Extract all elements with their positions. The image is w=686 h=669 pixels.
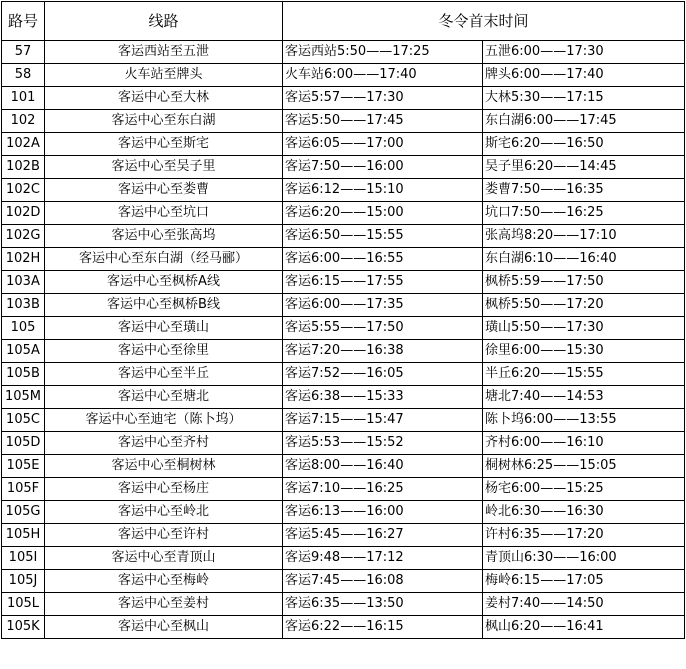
route-number-cell: 105 bbox=[2, 317, 45, 340]
route-number-cell: 57 bbox=[2, 41, 45, 64]
route-line-cell: 客运中心至枫山 bbox=[45, 616, 283, 639]
route-line-cell: 客运中心至张高坞 bbox=[45, 225, 283, 248]
return-time-cell: 东白湖6:10——16:40 bbox=[483, 248, 685, 271]
route-number-cell: 102D bbox=[2, 202, 45, 225]
route-line-cell: 客运中心至塘北 bbox=[45, 386, 283, 409]
return-time-cell: 梅岭6:15——17:05 bbox=[483, 570, 685, 593]
return-time-cell: 坑口7:50——16:25 bbox=[483, 202, 685, 225]
departure-time-cell: 客运6:05——17:00 bbox=[283, 133, 483, 156]
return-time-cell: 张高坞8:20——17:10 bbox=[483, 225, 685, 248]
route-number-cell: 103A bbox=[2, 271, 45, 294]
return-time-cell: 青顶山6:30——16:00 bbox=[483, 547, 685, 570]
return-time-cell: 枫桥5:50——17:20 bbox=[483, 294, 685, 317]
route-line-cell: 客运中心至娄曹 bbox=[45, 179, 283, 202]
return-time-cell: 半丘6:20——15:55 bbox=[483, 363, 685, 386]
return-time-cell: 岭北6:30——16:30 bbox=[483, 501, 685, 524]
route-number-cell: 105L bbox=[2, 593, 45, 616]
route-line-cell: 客运中心至半丘 bbox=[45, 363, 283, 386]
departure-time-cell: 客运6:12——15:10 bbox=[283, 179, 483, 202]
return-time-cell: 斯宅6:20——16:50 bbox=[483, 133, 685, 156]
route-number-cell: 102 bbox=[2, 110, 45, 133]
header-line: 线路 bbox=[45, 2, 283, 41]
route-number-cell: 105D bbox=[2, 432, 45, 455]
table-row bbox=[2, 87, 685, 110]
departure-time-cell: 客运西站5:50——17:25 bbox=[283, 41, 483, 64]
departure-time-cell: 客运6:00——16:55 bbox=[283, 248, 483, 271]
route-line-cell: 客运中心至岭北 bbox=[45, 501, 283, 524]
route-line-cell: 客运中心至大林 bbox=[45, 87, 283, 110]
route-number-cell: 105E bbox=[2, 455, 45, 478]
table-row bbox=[2, 64, 685, 87]
table-row bbox=[2, 41, 685, 64]
route-line-cell: 客运中心至坑口 bbox=[45, 202, 283, 225]
route-line-cell: 客运中心至东白湖（经马郦） bbox=[45, 248, 283, 271]
route-number-cell: 105G bbox=[2, 501, 45, 524]
return-time-cell: 东白湖6:00——17:45 bbox=[483, 110, 685, 133]
route-line-cell: 客运中心至吴子里 bbox=[45, 156, 283, 179]
route-line-cell: 客运中心至许村 bbox=[45, 524, 283, 547]
route-number-cell: 105I bbox=[2, 547, 45, 570]
return-time-cell: 陈卜坞6:00——13:55 bbox=[483, 409, 685, 432]
route-line-cell: 客运中心至璜山 bbox=[45, 317, 283, 340]
return-time-cell: 璜山5:50——17:30 bbox=[483, 317, 685, 340]
departure-time-cell: 客运7:52——16:05 bbox=[283, 363, 483, 386]
route-number-cell: 105M bbox=[2, 386, 45, 409]
route-number-cell: 105H bbox=[2, 524, 45, 547]
route-line-cell: 客运中心至迪宅（陈卜坞） bbox=[45, 409, 283, 432]
return-time-cell: 齐村6:00——16:10 bbox=[483, 432, 685, 455]
route-line-cell: 客运西站至五泄 bbox=[45, 41, 283, 64]
return-time-cell: 吴子里6:20——14:45 bbox=[483, 156, 685, 179]
table-row bbox=[2, 294, 685, 317]
table-row bbox=[2, 386, 685, 409]
table-row bbox=[2, 202, 685, 225]
return-time-cell: 枫桥5:59——17:50 bbox=[483, 271, 685, 294]
route-number-cell: 58 bbox=[2, 64, 45, 87]
departure-time-cell: 客运7:20——16:38 bbox=[283, 340, 483, 363]
return-time-cell: 枫山6:20——16:41 bbox=[483, 616, 685, 639]
table-row bbox=[2, 501, 685, 524]
route-line-cell: 客运中心至枫桥A线 bbox=[45, 271, 283, 294]
route-line-cell: 客运中心至青顶山 bbox=[45, 547, 283, 570]
departure-time-cell: 客运5:57——17:30 bbox=[283, 87, 483, 110]
return-time-cell: 徐里6:00——15:30 bbox=[483, 340, 685, 363]
route-number-cell: 103B bbox=[2, 294, 45, 317]
departure-time-cell: 客运6:38——15:33 bbox=[283, 386, 483, 409]
departure-time-cell: 客运5:55——17:50 bbox=[283, 317, 483, 340]
departure-time-cell: 客运5:50——17:45 bbox=[283, 110, 483, 133]
route-line-cell: 客运中心至徐里 bbox=[45, 340, 283, 363]
return-time-cell: 桐树林6:25——15:05 bbox=[483, 455, 685, 478]
table-row bbox=[2, 133, 685, 156]
route-line-cell: 客运中心至梅岭 bbox=[45, 570, 283, 593]
route-line-cell: 客运中心至斯宅 bbox=[45, 133, 283, 156]
route-number-cell: 102B bbox=[2, 156, 45, 179]
route-number-cell: 102A bbox=[2, 133, 45, 156]
table-row bbox=[2, 225, 685, 248]
route-number-cell: 105F bbox=[2, 478, 45, 501]
route-line-cell: 客运中心至杨庄 bbox=[45, 478, 283, 501]
header-row bbox=[2, 2, 685, 41]
table-row bbox=[2, 156, 685, 179]
table-row bbox=[2, 478, 685, 501]
route-number-cell: 105J bbox=[2, 570, 45, 593]
route-number-cell: 105C bbox=[2, 409, 45, 432]
header-schedule: 冬令首末时间 bbox=[283, 2, 685, 41]
table-row bbox=[2, 616, 685, 639]
departure-time-cell: 客运5:45——16:27 bbox=[283, 524, 483, 547]
departure-time-cell: 火车站6:00——17:40 bbox=[283, 64, 483, 87]
table-row bbox=[2, 271, 685, 294]
table-row bbox=[2, 570, 685, 593]
table-row bbox=[2, 363, 685, 386]
return-time-cell: 大林5:30——17:15 bbox=[483, 87, 685, 110]
departure-time-cell: 客运7:10——16:25 bbox=[283, 478, 483, 501]
route-line-cell: 客运中心至齐村 bbox=[45, 432, 283, 455]
route-number-cell: 105K bbox=[2, 616, 45, 639]
departure-time-cell: 客运9:48——17:12 bbox=[283, 547, 483, 570]
departure-time-cell: 客运7:45——16:08 bbox=[283, 570, 483, 593]
departure-time-cell: 客运5:53——15:52 bbox=[283, 432, 483, 455]
table-body bbox=[2, 41, 685, 639]
table-row bbox=[2, 110, 685, 133]
departure-time-cell: 客运6:35——13:50 bbox=[283, 593, 483, 616]
return-time-cell: 五泄6:00——17:30 bbox=[483, 41, 685, 64]
table-row bbox=[2, 547, 685, 570]
table-row bbox=[2, 340, 685, 363]
route-line-cell: 客运中心至桐树林 bbox=[45, 455, 283, 478]
departure-time-cell: 客运8:00——16:40 bbox=[283, 455, 483, 478]
return-time-cell: 姜村7:40——14:50 bbox=[483, 593, 685, 616]
return-time-cell: 许村6:35——17:20 bbox=[483, 524, 685, 547]
table-row bbox=[2, 455, 685, 478]
departure-time-cell: 客运6:00——17:35 bbox=[283, 294, 483, 317]
route-number-cell: 105B bbox=[2, 363, 45, 386]
route-line-cell: 客运中心至枫桥B线 bbox=[45, 294, 283, 317]
departure-time-cell: 客运6:50——15:55 bbox=[283, 225, 483, 248]
return-time-cell: 娄曹7:50——16:35 bbox=[483, 179, 685, 202]
route-line-cell: 客运中心至东白湖 bbox=[45, 110, 283, 133]
table-row bbox=[2, 432, 685, 455]
route-line-cell: 客运中心至姜村 bbox=[45, 593, 283, 616]
table-row bbox=[2, 248, 685, 271]
route-number-cell: 101 bbox=[2, 87, 45, 110]
table-row bbox=[2, 409, 685, 432]
departure-time-cell: 客运7:15——15:47 bbox=[283, 409, 483, 432]
return-time-cell: 杨宅6:00——15:25 bbox=[483, 478, 685, 501]
header-route: 路号 bbox=[2, 2, 45, 41]
departure-time-cell: 客运6:22——16:15 bbox=[283, 616, 483, 639]
table-row bbox=[2, 179, 685, 202]
table-row bbox=[2, 524, 685, 547]
bus-schedule-table bbox=[1, 1, 685, 639]
return-time-cell: 塘北7:40——14:53 bbox=[483, 386, 685, 409]
route-number-cell: 102H bbox=[2, 248, 45, 271]
route-number-cell: 105A bbox=[2, 340, 45, 363]
departure-time-cell: 客运6:20——15:00 bbox=[283, 202, 483, 225]
departure-time-cell: 客运7:50——16:00 bbox=[283, 156, 483, 179]
departure-time-cell: 客运6:13——16:00 bbox=[283, 501, 483, 524]
table-row bbox=[2, 593, 685, 616]
route-number-cell: 102C bbox=[2, 179, 45, 202]
departure-time-cell: 客运6:15——17:55 bbox=[283, 271, 483, 294]
route-number-cell: 102G bbox=[2, 225, 45, 248]
route-line-cell: 火车站至牌头 bbox=[45, 64, 283, 87]
return-time-cell: 牌头6:00——17:40 bbox=[483, 64, 685, 87]
table-row bbox=[2, 317, 685, 340]
